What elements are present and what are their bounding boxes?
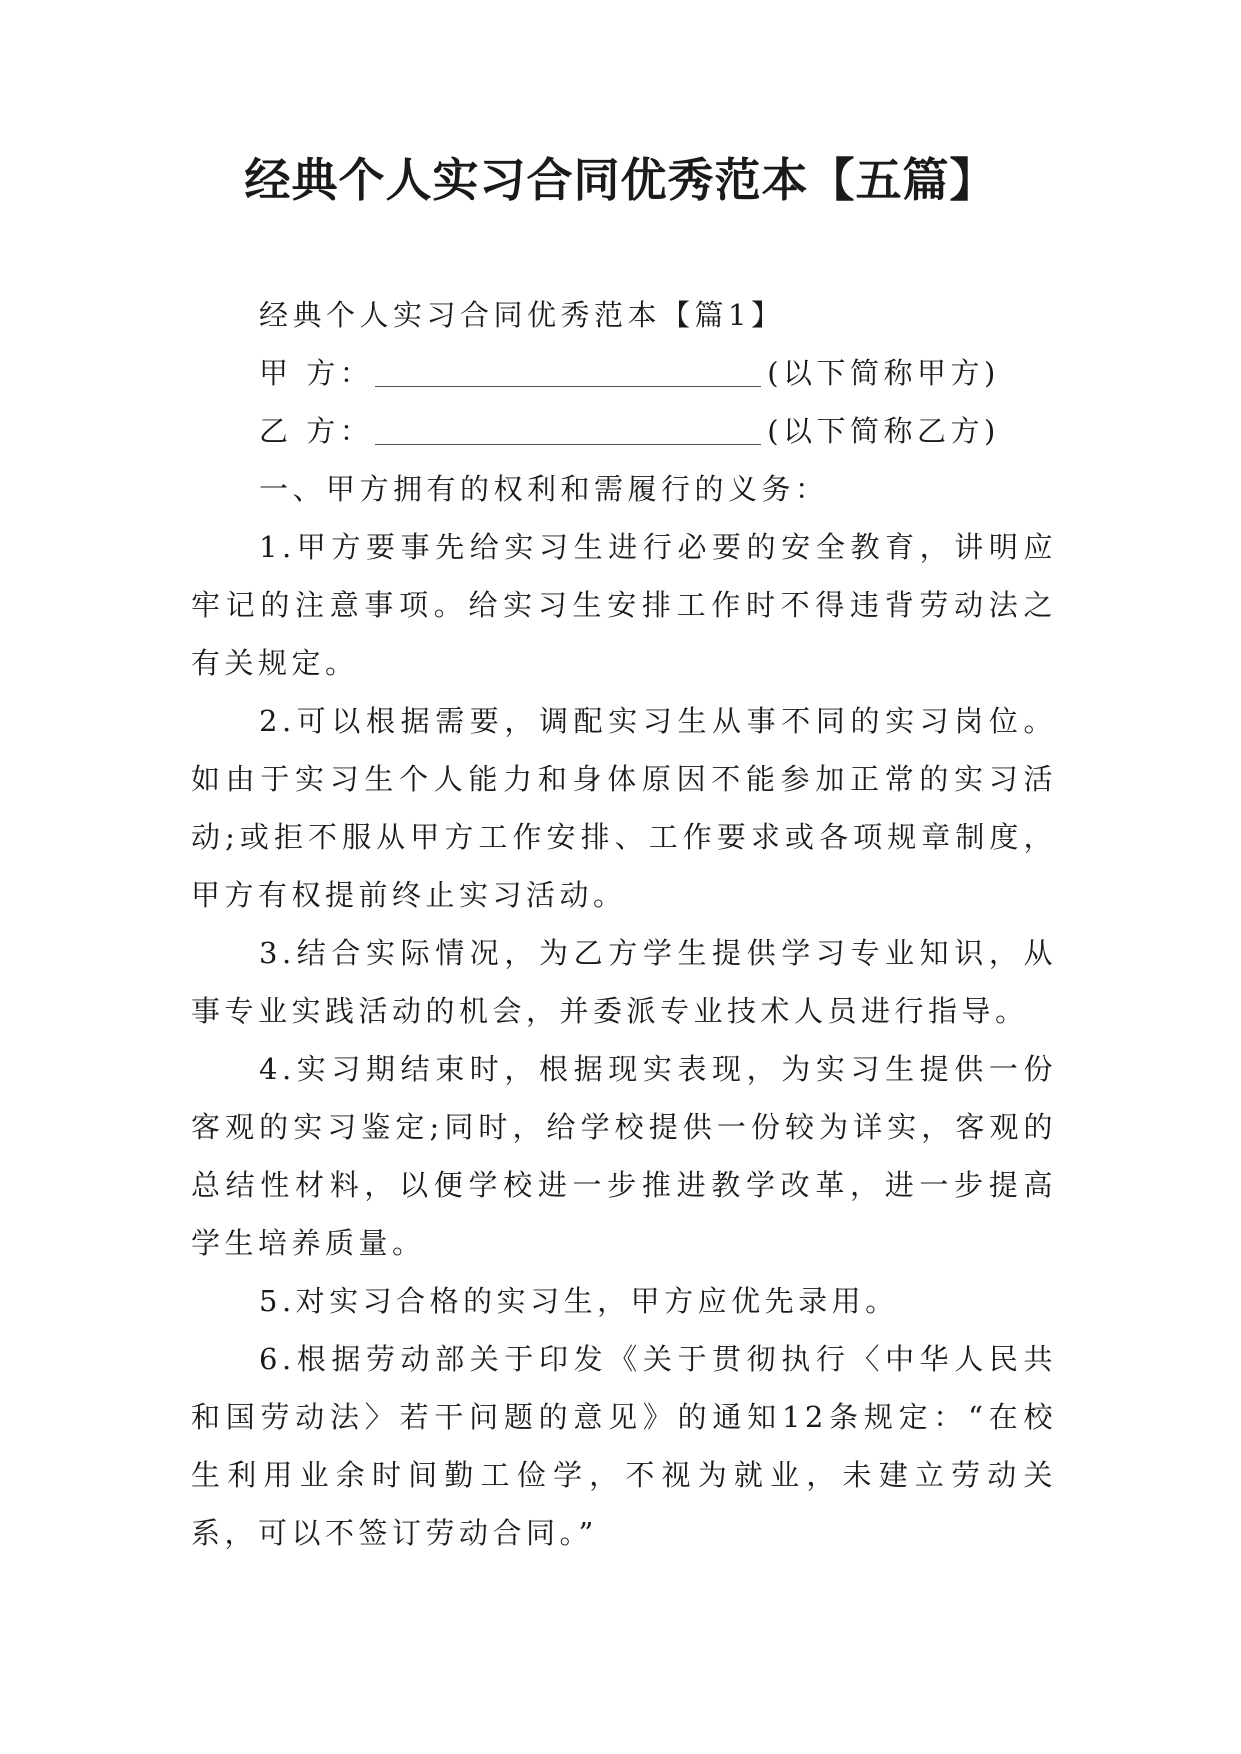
party-b-suffix: (以下简称乙方) — [767, 414, 1000, 448]
party-a-blank-field — [375, 352, 761, 387]
clause-paragraph: 6.根据劳动部关于印发《关于贯彻执行〈中华人民共和国劳动法〉若干问题的意见》的通知12条规定：“在校生利用业余时间勤工俭学，不视为就业，未建立劳动关系，可以不签订劳动合同。” — [191, 1342, 1057, 1550]
party-b-line — [191, 402, 1057, 460]
clause-paragraph: 1.甲方要事先给实习生进行必要的安全教育，讲明应牢记的注意事项。给实习生安排工作时不得违背劳动法之有关规定。 — [191, 530, 1057, 680]
document-title: 经典个人实习合同优秀范本【五篇】 — [244, 153, 997, 207]
party-a-label: 甲 方： — [259, 356, 374, 390]
party-a-line — [191, 344, 1057, 402]
clause-paragraph: 3.结合实际情况，为乙方学生提供学习专业知识，从事专业实践活动的机会，并委派专业技术人员进行指导。 — [191, 936, 1057, 1028]
document-body — [191, 286, 1057, 1562]
clause-heading: 一、甲方拥有的权利和需履行的义务： — [259, 472, 829, 506]
clause-paragraph: 2.可以根据需要，调配实习生从事不同的实习岗位。如由于实习生个人能力和身体原因不能参加正常的实习活动;或拒不服从甲方工作安排、工作要求或各项规章制度，甲方有权提前终止实习活动。 — [191, 704, 1057, 912]
party-a-suffix: (以下简称甲方) — [767, 356, 1000, 390]
clause-paragraph: 5.对实习合格的实习生，甲方应优先录用。 — [259, 1284, 899, 1318]
party-b-label: 乙 方： — [259, 414, 374, 448]
party-b-blank-field — [375, 410, 761, 445]
clause-paragraph: 4.实习期结束时，根据现实表现，为实习生提供一份客观的实习鉴定;同时，给学校提供一份较为详实，客观的总结性材料，以便学校进一步推进教学改革，进一步提高学生培养质量。 — [191, 1052, 1057, 1260]
section-heading: 经典个人实习合同优秀范本【篇1】 — [259, 298, 785, 332]
